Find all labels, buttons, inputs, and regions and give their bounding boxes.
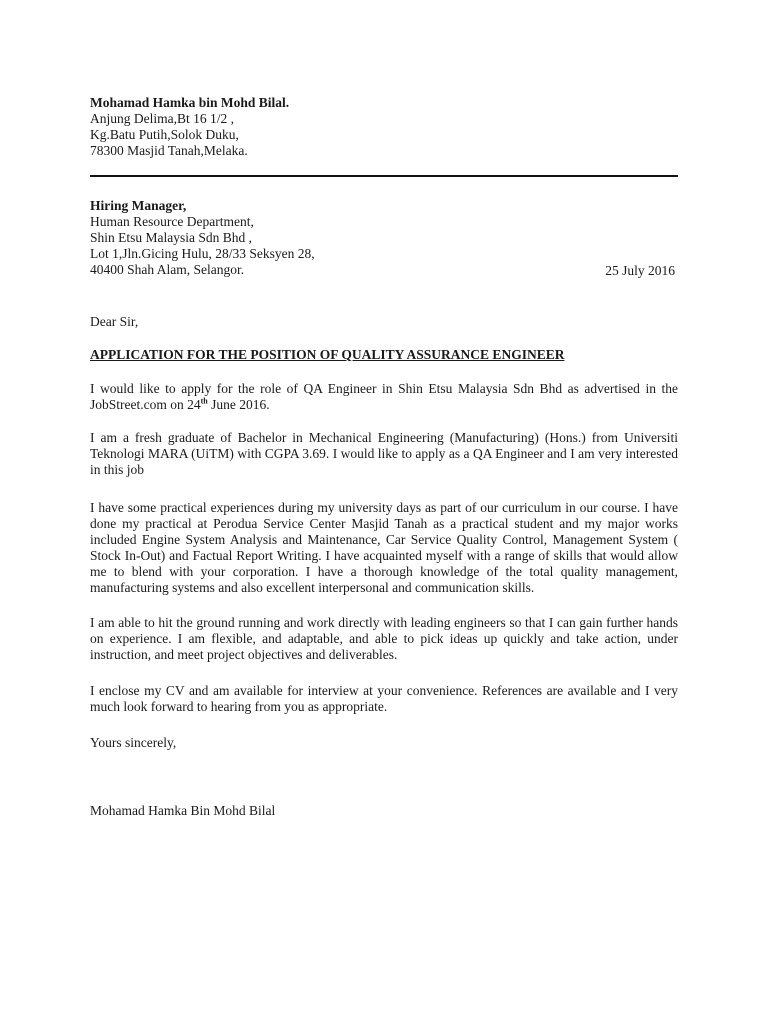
closing: Yours sincerely,: [90, 735, 177, 750]
sender-address-line: 78300 Masjid Tanah,Melaka.: [90, 143, 248, 158]
sender-name: Mohamad Hamka bin Mohd Bilal.: [90, 95, 290, 110]
ordinal-suffix: th: [200, 396, 208, 406]
recipient-title: Hiring Manager,: [90, 198, 187, 213]
para1-text: I would like to apply for the role of QA Engineer in Shin Etsu Malaysia Sdn Bhd as advertised in the JobStreet.com on 24: [90, 381, 678, 412]
body-paragraph-4: I am able to hit the ground running and work directly with leading engineers so that I can gain further hands on experience. I am flexible, and adaptable, and able to pick ideas up quickly and take action, under instruction, and meet project objectives and deliverables.: [90, 615, 678, 662]
recipient-block: [90, 198, 680, 278]
recipient-address-line: Human Resource Department,: [90, 214, 254, 229]
body-paragraph-5: I enclose my CV and am available for interview at your convenience. References are available and I very much look forward to hearing from you as appropriate.: [90, 683, 678, 714]
letter-date: 25 July 2016: [605, 263, 675, 278]
signature-name: Mohamad Hamka Bin Mohd Bilal: [90, 803, 276, 818]
body-paragraph-1: [90, 381, 678, 413]
sender-address-line: Kg.Batu Putih,Solok Duku,: [90, 127, 239, 142]
subject-line: APPLICATION FOR THE POSITION OF QUALITY ASSURANCE ENGINEER: [90, 347, 565, 362]
recipient-address-line: Lot 1,Jln.Gicing Hulu, 28/33 Seksyen 28,: [90, 246, 315, 261]
body-paragraph-3: I have some practical experiences during my university days as part of our curriculum in our course. I have done my practical at Perodua Service Center Masjid Tanah as a practical student and my major works included Engine System Analysis and Maintenance, Car Service Quality Control, Management System ( Stock In-Out) and Factual Report Writing. I have acquainted myself with a range of skills that would allow me to blend with your corporation. I have a thorough knowledge of the total quality management, manufacturing systems and also excellent interpersonal and communication skills.: [90, 500, 678, 595]
recipient-address-line: 40400 Shah Alam, Selangor.: [90, 262, 245, 277]
sender-block: [90, 95, 680, 159]
body-paragraph-2: I am a fresh graduate of Bachelor in Mechanical Engineering (Manufacturing) (Hons.) from Universiti Teknologi MARA (UiTM) with CGPA 3.69. I would like to apply as a QA Engineer and I am very interested in this job: [90, 430, 678, 477]
salutation: Dear Sir,: [90, 314, 139, 329]
sender-address-line: Anjung Delima,Bt 16 1/2 ,: [90, 111, 234, 126]
recipient-address-line: Shin Etsu Malaysia Sdn Bhd ,: [90, 230, 253, 245]
header-divider: [90, 175, 678, 177]
para1-text-end: June 2016.: [207, 397, 270, 412]
